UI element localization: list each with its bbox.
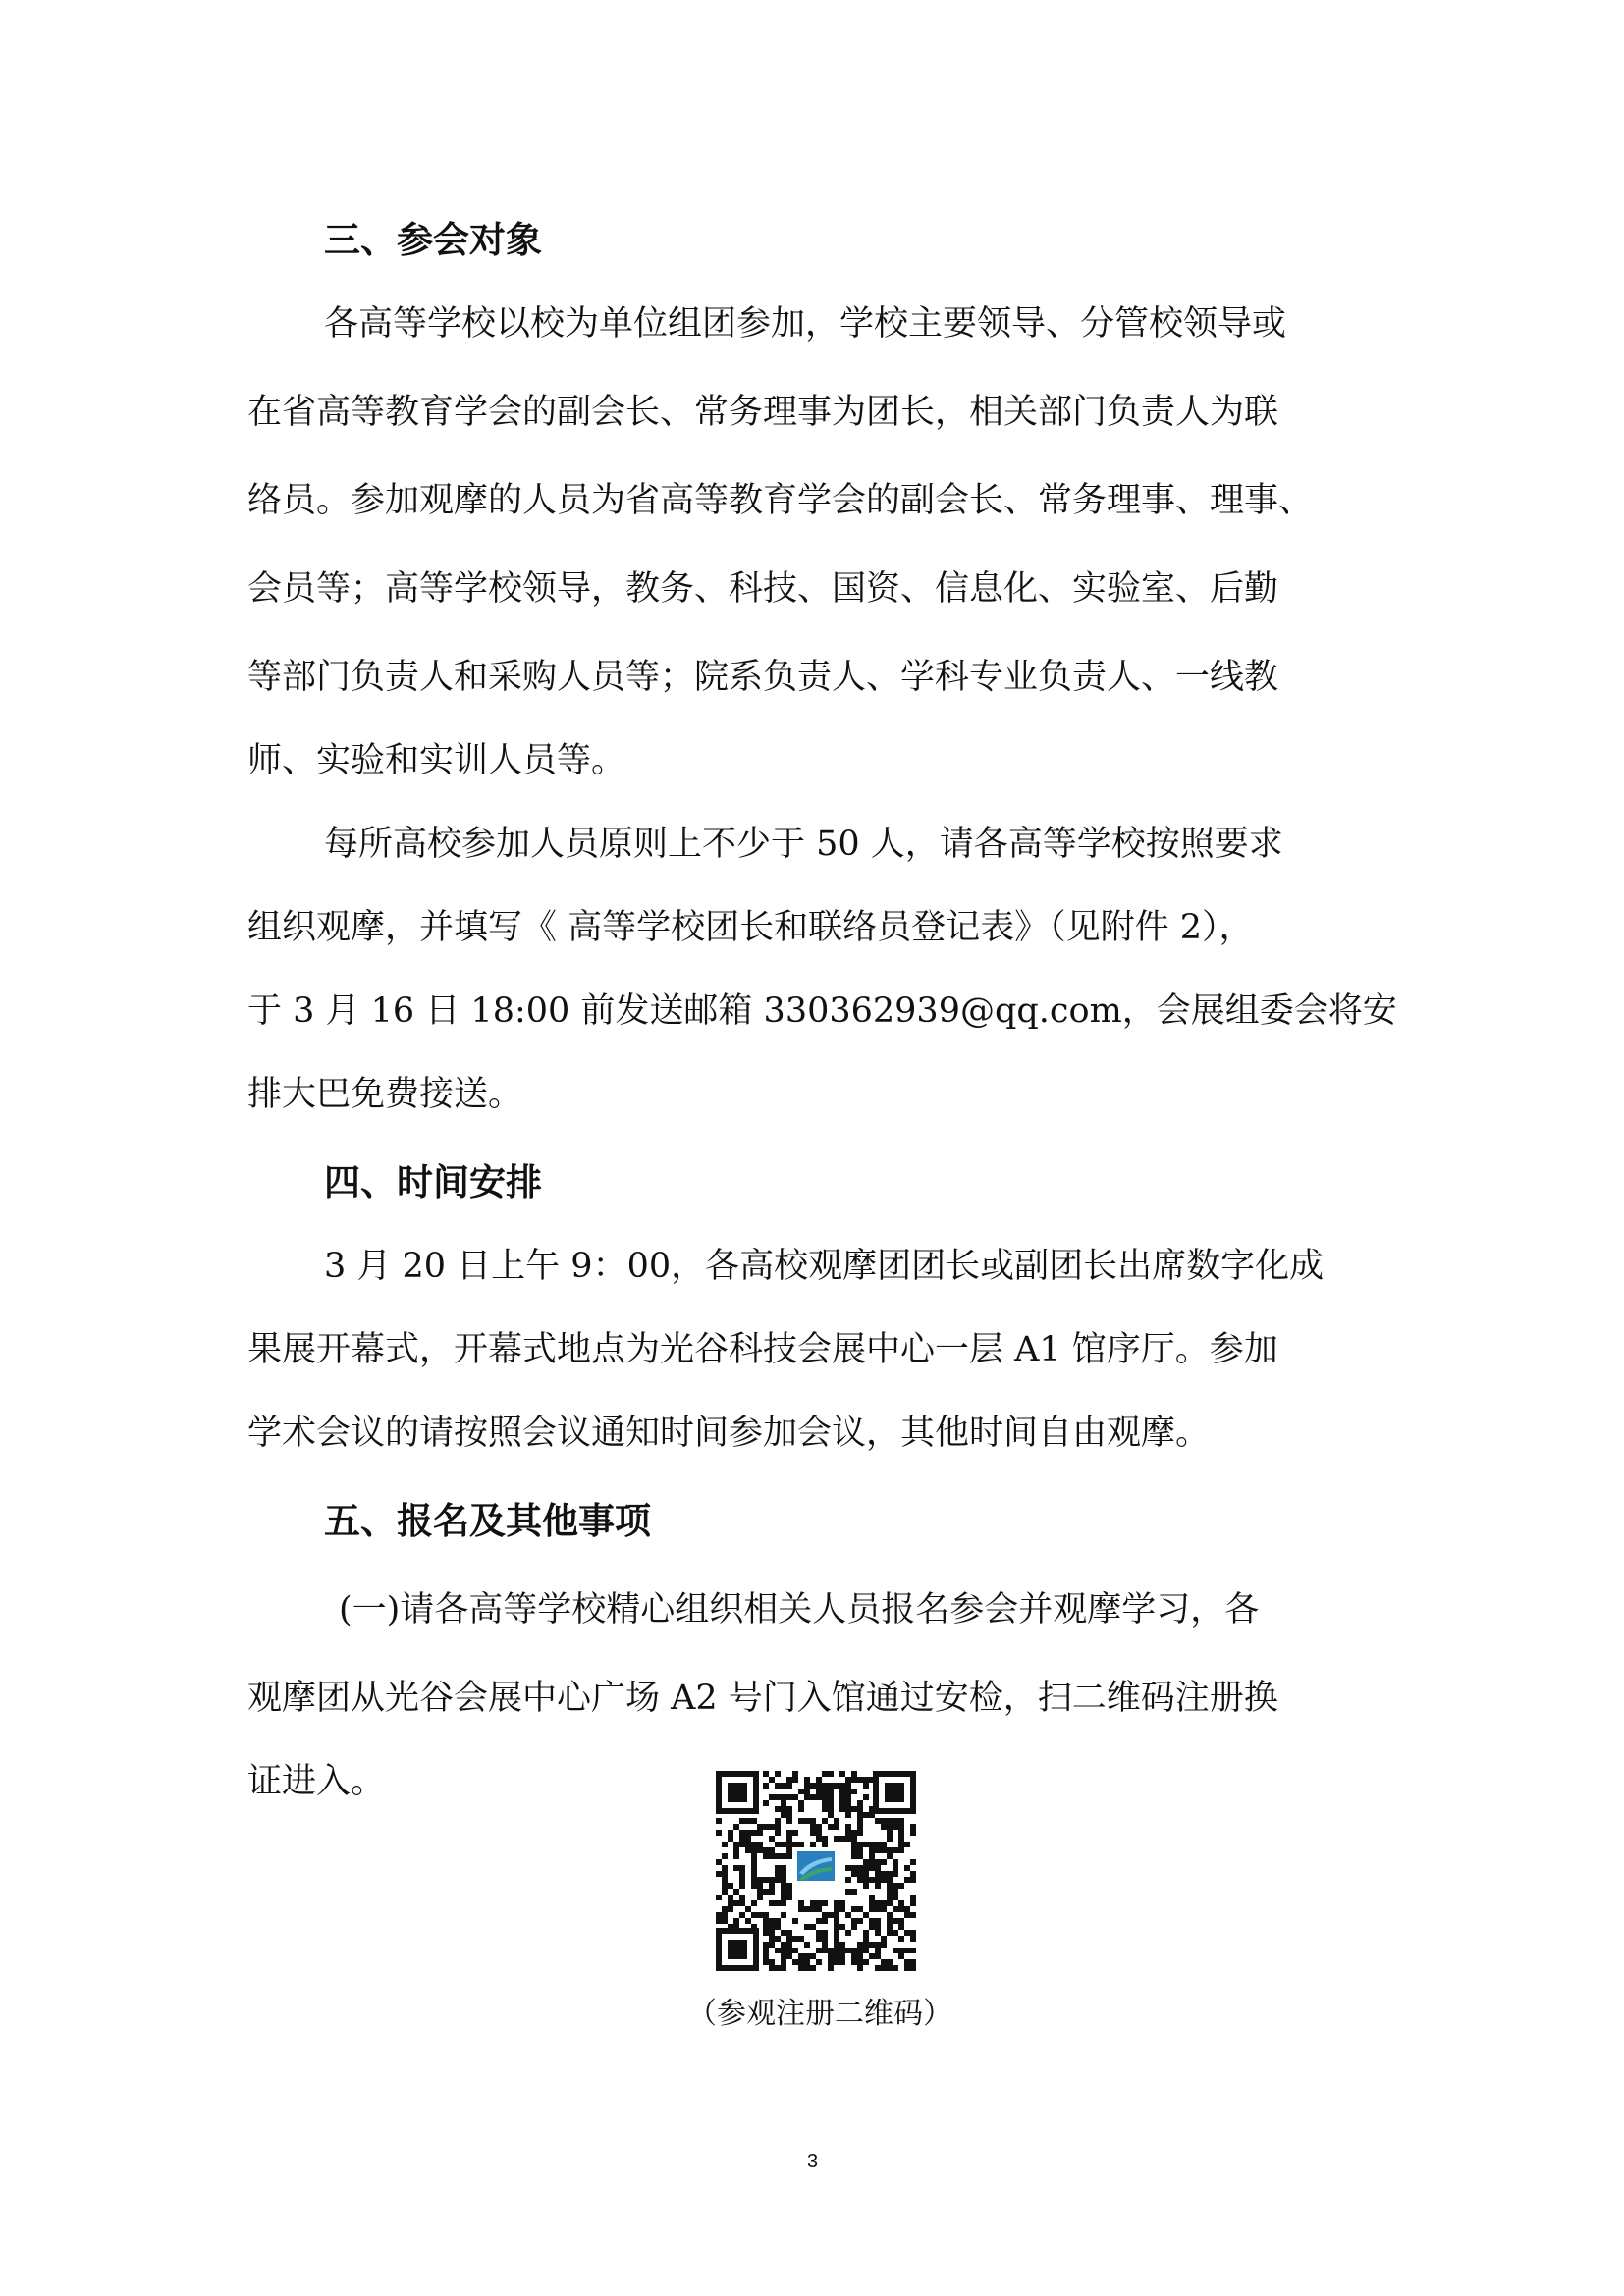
qr-caption: （参观注册二维码） — [687, 1997, 952, 2031]
section-heading-registration: 五、报名及其他事项 — [324, 1500, 651, 1542]
paragraph-line: 观摩团从光谷会展中心广场 A2 号门入馆通过安检，扫二维码注册换 — [247, 1679, 1278, 1718]
paragraph-line: 师、实验和实训人员等。 — [247, 741, 626, 780]
paragraph-line: 各高等学校以校为单位组团参加，学校主要领导、分管校领导或 — [324, 304, 1287, 344]
paragraph-line: 证进入。 — [247, 1762, 386, 1801]
paragraph-line: 果展开幕式，开幕式地点为光谷科技会展中心一层 A1 馆序厅。参加 — [247, 1330, 1278, 1369]
qr-code-icon[interactable] — [712, 1767, 920, 1975]
section-heading-attendees: 三、参会对象 — [324, 219, 542, 261]
paragraph-line: 3 月 20 日上午 9：00，各高校观摩团团长或副团长出席数字化成 — [324, 1247, 1325, 1286]
paragraph-line: 每所高校参加人员原则上不少于 50 人，请各高等学校按照要求 — [324, 825, 1283, 864]
page-number: 3 — [807, 2151, 819, 2172]
paragraph-line: 会员等；高等学校领导，教务、科技、国资、信息化、实验室、后勤 — [247, 569, 1279, 609]
paragraph-line: 等部门负责人和采购人员等；院系负责人、学科专业负责人、一线教 — [247, 658, 1279, 697]
paragraph-line: 于 3 月 16 日 18:00 前发送邮箱 330362939@qq.com，会展组委会将安 — [247, 991, 1397, 1031]
paragraph-line: 组织观摩，并填写《 高等学校团长和联络员登记表》（见附件 2）， — [247, 908, 1254, 947]
paragraph-line: 在省高等教育学会的副会长、常务理事为团长，相关部门负责人为联 — [247, 393, 1279, 432]
paragraph-line: 学术会议的请按照会议通知时间参加会议，其他时间自由观摩。 — [247, 1414, 1211, 1453]
section-heading-schedule: 四、时间安排 — [324, 1161, 542, 1203]
paragraph-line: 络员。参加观摩的人员为省高等教育学会的副会长、常务理事、理事、 — [247, 481, 1314, 520]
qr-logo — [794, 1849, 838, 1893]
paragraph-line: 排大巴免费接送。 — [247, 1075, 523, 1114]
paragraph-line: (一)请各高等学校精心组织相关人员报名参会并观摩学习，各 — [339, 1590, 1260, 1629]
